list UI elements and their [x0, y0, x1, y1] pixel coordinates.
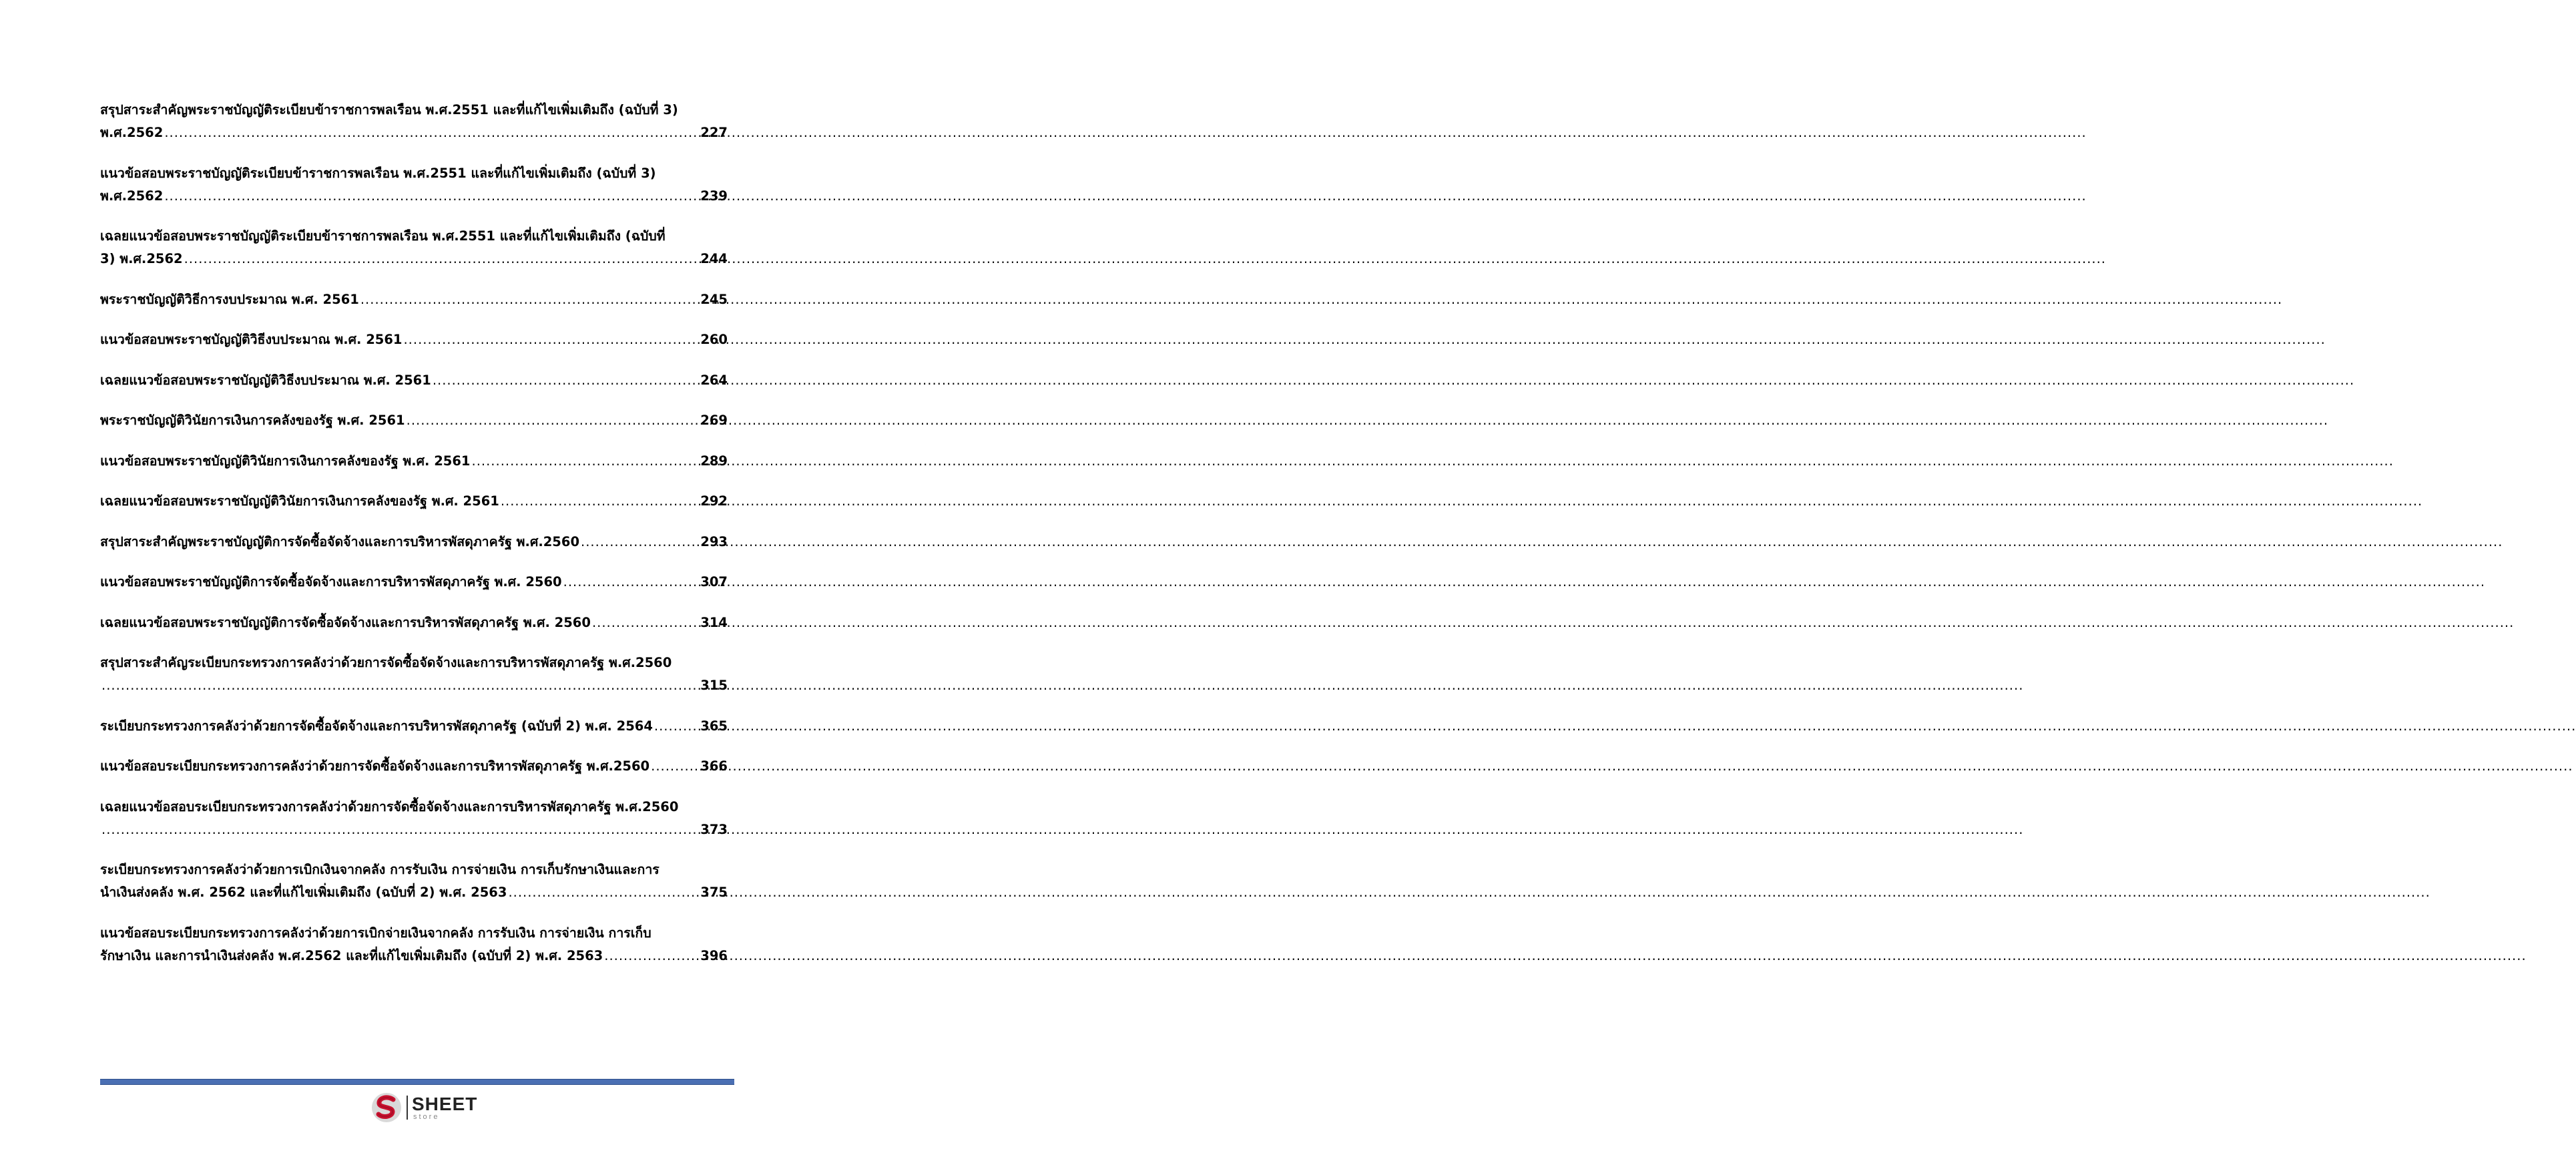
- toc-dot-leader: [433, 369, 698, 392]
- toc-page-number: 307: [700, 574, 728, 590]
- toc-entry[interactable]: [100, 99, 728, 144]
- toc-entry[interactable]: [100, 715, 728, 738]
- toc-entry-line: [100, 571, 728, 594]
- toc-entry[interactable]: [100, 450, 728, 473]
- toc-dot-leader: [581, 531, 698, 553]
- toc-entry-line: [100, 288, 728, 311]
- toc-entry[interactable]: [100, 612, 728, 634]
- toc-page-number: 227: [700, 125, 728, 140]
- toc-page-number: 375: [700, 885, 728, 900]
- toc-page-number: 244: [700, 251, 728, 266]
- toc-page-number: 396: [700, 947, 728, 963]
- logo-separator: [407, 1096, 408, 1120]
- toc-page-number: 293: [700, 533, 728, 549]
- toc-entry-line: [100, 818, 728, 841]
- toc-entry-title-line: ระเบียบกระทรวงการคลังว่าด้วยการเบิกเงินจากคลัง การรับเงิน การจ่ายเงิน การเก็บรักษาเงินและการ: [100, 862, 660, 877]
- toc-entry-line: [100, 531, 728, 553]
- toc-dot-leader: [592, 612, 698, 634]
- toc-page-number: 264: [700, 372, 728, 388]
- toc-entry[interactable]: [100, 328, 728, 351]
- toc-entry[interactable]: [100, 652, 728, 697]
- toc-entry-title-line: พ.ศ.2562: [100, 125, 164, 140]
- toc-dot-leader: [651, 755, 698, 778]
- toc-entry-line: [100, 122, 728, 144]
- toc-entry-line: [100, 369, 728, 392]
- toc-entry-title-line: รักษาเงิน และการนำเงินส่งคลัง พ.ศ.2562 และที่แก้ไขเพิ่มเติมถึง (ฉบับที่ 2) พ.ศ. 2563: [100, 947, 603, 963]
- toc-entry-title-line: สรุปสาระสำคัญพระราชบัญญัติระเบียบข้าราชการพลเรือน พ.ศ.2551 และที่แก้ไขเพิ่มเติมถึง (ฉบับที่ 3): [100, 102, 678, 118]
- toc-entry-title-line: สรุปสาระสำคัญพระราชบัญญัติการจัดซื้อจัดจ้างและการบริหารพัสดุภาครัฐ พ.ศ.2560: [100, 533, 580, 549]
- toc-page-number: 365: [700, 718, 728, 734]
- toc-entry-line: [100, 612, 728, 634]
- toc-dot-leader: [654, 715, 698, 738]
- toc-dot-leader: [508, 881, 698, 904]
- table-of-contents: [100, 99, 728, 985]
- toc-entry-line: [100, 409, 728, 432]
- logo-word: SHEET: [412, 1093, 478, 1114]
- toc-entry-line: [100, 490, 728, 513]
- toc-page-number: 366: [700, 758, 728, 774]
- toc-page-number: 239: [700, 188, 728, 204]
- toc-page-number: 315: [700, 678, 728, 693]
- toc-entry-title-line: แนวข้อสอบพระราชบัญญัติระเบียบข้าราชการพลเรือน พ.ศ.2551 และที่แก้ไขเพิ่มเติมถึง (ฉบับที่ 3): [100, 165, 656, 181]
- toc-dot-leader: [563, 571, 698, 594]
- toc-dot-leader: [184, 248, 698, 270]
- toc-entry-title-line: แนวข้อสอบระเบียบกระทรวงการคลังว่าด้วยการเบิกจ่ายเงินจากคลัง การรับเงิน การจ่ายเงิน การเก็บ: [100, 925, 652, 941]
- toc-entry-line: [100, 715, 728, 738]
- logo-sub: store: [413, 1112, 440, 1121]
- toc-entry-title-line: เฉลยแนวข้อสอบพระราชบัญญัติระเบียบข้าราชการพลเรือน พ.ศ.2551 และที่แก้ไขเพิ่มเติมถึง (ฉบับที่: [100, 228, 666, 244]
- toc-entry-title-line: พระราชบัญญัติวินัยการเงินการคลังของรัฐ พ.ศ. 2561: [100, 413, 405, 428]
- toc-entry[interactable]: [100, 490, 728, 513]
- toc-entry-title-line: แนวข้อสอบพระราชบัญญัติการจัดซื้อจัดจ้างและการบริหารพัสดุภาครัฐ พ.ศ. 2560: [100, 574, 562, 590]
- toc-entry-title-line: แนวข้อสอบพระราชบัญญัติวิธีงบประมาณ พ.ศ. 2561: [100, 332, 403, 347]
- toc-entry-line: [100, 674, 728, 697]
- toc-entry-title-line: พระราชบัญญัติวิธีการงบประมาณ พ.ศ. 2561: [100, 291, 359, 307]
- toc-entry-line: [100, 881, 728, 904]
- toc-page-number: 269: [700, 413, 728, 428]
- toc-entry-title-line: แนวข้อสอบพระราชบัญญัติวินัยการเงินการคลังของรัฐ พ.ศ. 2561: [100, 453, 471, 469]
- toc-dot-leader: [360, 288, 698, 311]
- toc-entry[interactable]: [100, 859, 728, 904]
- toc-entry-title-line: เฉลยแนวข้อสอบพระราชบัญญัติวิธีงบประมาณ พ.ศ. 2561: [100, 372, 431, 388]
- toc-page-number: 260: [700, 332, 728, 347]
- toc-entry-title-line: แนวข้อสอบระเบียบกระทรวงการคลังว่าด้วยการจัดซื้อจัดจ้างและการบริหารพัสดุภาครัฐ พ.ศ.2560: [100, 758, 650, 774]
- footer-rule: [100, 1079, 734, 1085]
- toc-entry[interactable]: [100, 922, 728, 967]
- toc-entry[interactable]: [100, 796, 728, 841]
- toc-dot-leader: [501, 490, 698, 513]
- toc-entry-title-line: เฉลยแนวข้อสอบพระราชบัญญัติการจัดซื้อจัดจ้างและการบริหารพัสดุภาครัฐ พ.ศ. 2560: [100, 614, 591, 630]
- toc-entry[interactable]: [100, 409, 728, 432]
- toc-entry-line: [100, 185, 728, 208]
- toc-page-number: 314: [700, 614, 728, 630]
- toc-entry[interactable]: [100, 288, 728, 311]
- toc-entry-title-line: เฉลยแนวข้อสอบพระราชบัญญัติวินัยการเงินการคลังของรัฐ พ.ศ. 2561: [100, 493, 499, 509]
- toc-entry-line: [100, 328, 728, 351]
- toc-entry-title-line: นำเงินส่งคลัง พ.ศ. 2562 และที่แก้ไขเพิ่มเติมถึง (ฉบับที่ 2) พ.ศ. 2563: [100, 885, 507, 900]
- footer-logo: [370, 1090, 484, 1125]
- toc-dot-leader: [164, 122, 698, 144]
- toc-entry-title-line: สรุปสาระสำคัญระเบียบกระทรวงการคลังว่าด้วยการจัดซื้อจัดจ้างและการบริหารพัสดุภาครัฐ พ.ศ.2560: [100, 655, 672, 670]
- toc-page-number: 245: [700, 291, 728, 307]
- toc-dot-leader: [604, 945, 698, 967]
- toc-entry-line: [100, 755, 728, 778]
- toc-page-number: 289: [700, 453, 728, 469]
- toc-dot-leader: [472, 450, 698, 473]
- toc-dot-leader: [101, 818, 698, 841]
- toc-page-number: 373: [700, 821, 728, 837]
- toc-entry[interactable]: [100, 225, 728, 270]
- toc-entry-title-line: พ.ศ.2562: [100, 188, 164, 204]
- toc-entry-title-line: 3) พ.ศ.2562: [100, 251, 183, 266]
- toc-entry[interactable]: [100, 755, 728, 778]
- toc-page-number: 292: [700, 493, 728, 509]
- logo-wordmark: [412, 1095, 477, 1121]
- toc-entry-line: [100, 945, 728, 967]
- toc-dot-leader: [403, 328, 698, 351]
- toc-dot-leader: [164, 185, 698, 208]
- toc-entry[interactable]: [100, 369, 728, 392]
- toc-entry[interactable]: [100, 531, 728, 553]
- toc-dot-leader: [407, 409, 698, 432]
- toc-entry[interactable]: [100, 162, 728, 208]
- toc-dot-leader: [101, 674, 698, 697]
- toc-entry-title-line: เฉลยแนวข้อสอบระเบียบกระทรวงการคลังว่าด้วยการจัดซื้อจัดจ้างและการบริหารพัสดุภาครัฐ พ.ศ.2560: [100, 798, 679, 814]
- toc-entry-title-line: ระเบียบกระทรวงการคลังว่าด้วยการจัดซื้อจัดจ้างและการบริหารพัสดุภาครัฐ (ฉบับที่ 2) พ.ศ. 2564: [100, 718, 653, 734]
- sheet-store-logo-icon: [370, 1092, 403, 1124]
- toc-entry[interactable]: [100, 571, 728, 594]
- toc-entry-line: [100, 248, 728, 270]
- toc-entry-line: [100, 450, 728, 473]
